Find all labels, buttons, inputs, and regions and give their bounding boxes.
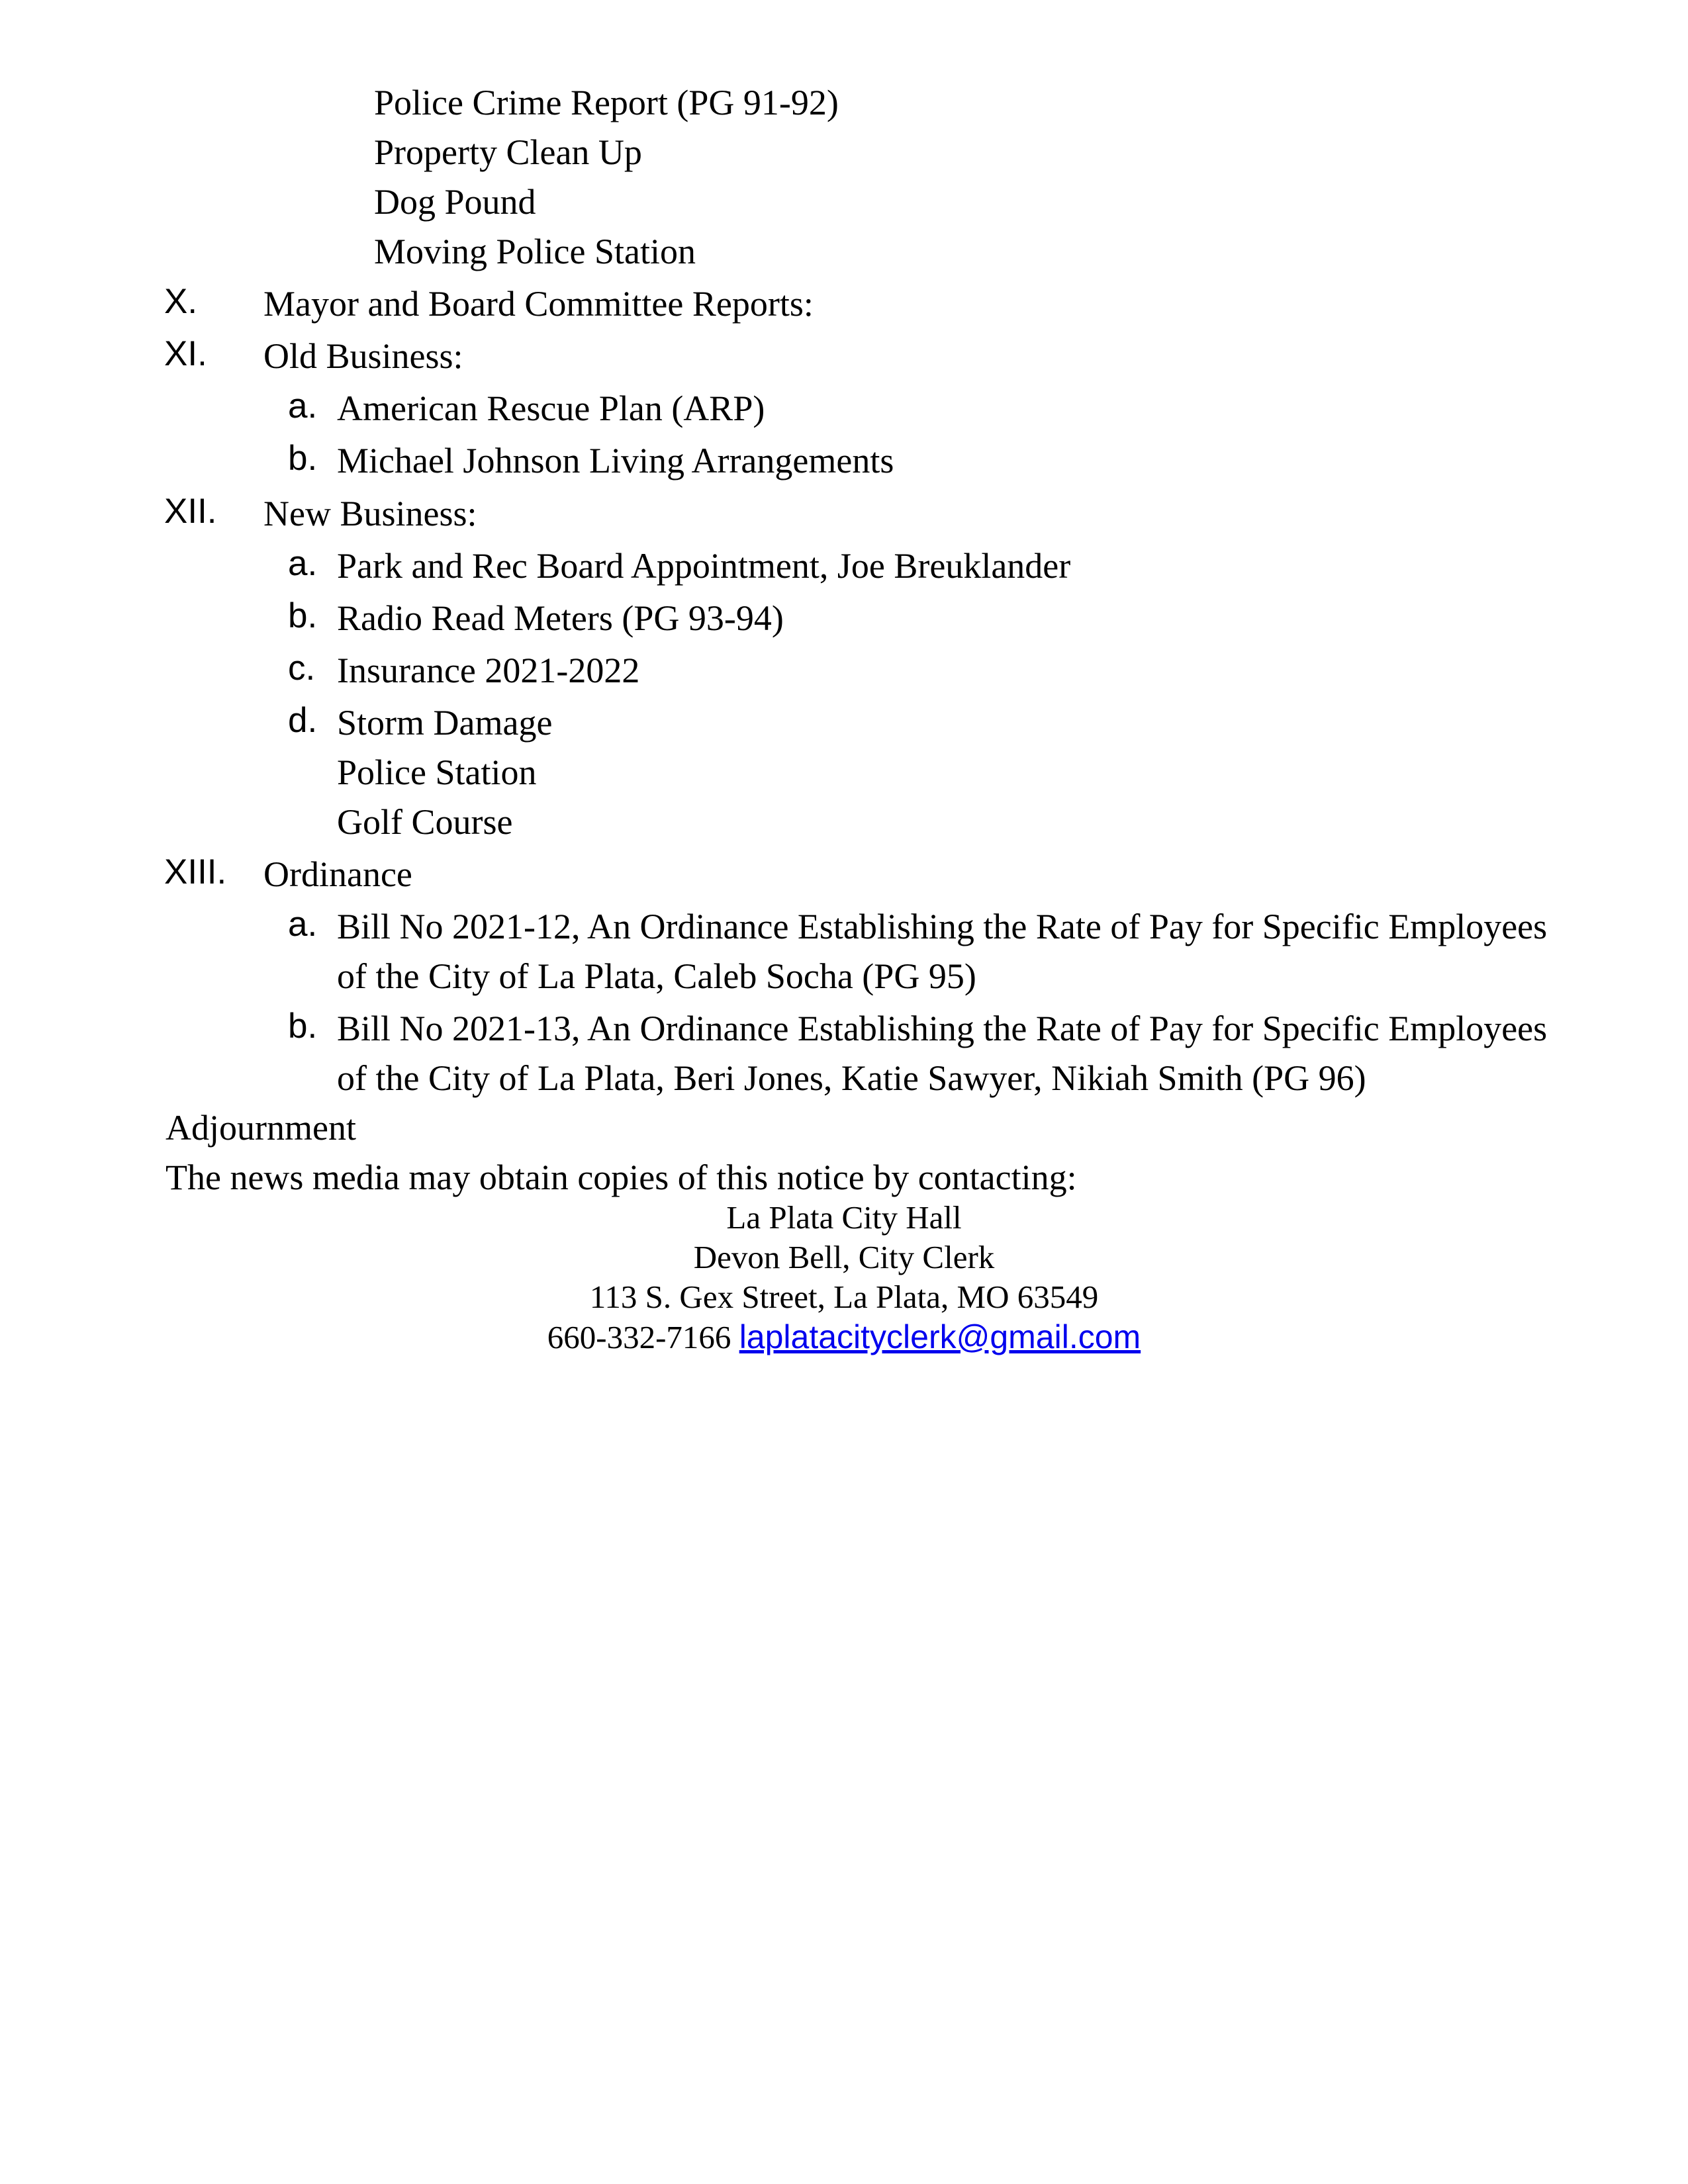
- storm-damage-subitem-golf-course: Golf Course: [337, 802, 513, 842]
- ordinance-item-b-letter: b.: [288, 1007, 318, 1046]
- ordinance-item-b-cont: of the City of La Plata, Beri Jones, Katie Sawyer, Nikiah Smith (PG 96): [337, 1058, 1366, 1098]
- section-xii-numeral: XII.: [164, 492, 217, 531]
- new-business-item-b: Radio Read Meters (PG 93-94): [337, 598, 784, 638]
- ordinance-item-b: Bill No 2021-13, An Ordinance Establishing the Rate of Pay for Specific Employees: [337, 1009, 1548, 1048]
- contact-phone-email-line: [0, 1320, 1688, 1353]
- old-business-item-b-letter: b.: [288, 439, 318, 478]
- contact-clerk: Devon Bell, City Clerk: [693, 1239, 995, 1275]
- new-business-item-c-letter: c.: [288, 649, 316, 688]
- new-business-item-d-letter: d.: [288, 701, 318, 740]
- adjournment: Adjournment: [165, 1108, 356, 1148]
- contact-email-link[interactable]: laplatacityclerk@gmail.com: [739, 1318, 1141, 1355]
- new-business-item-d: Storm Damage: [337, 703, 553, 743]
- section-xi-heading: Old Business:: [263, 336, 463, 376]
- old-business-item-a: American Rescue Plan (ARP): [337, 388, 765, 428]
- section-xi-numeral: XI.: [164, 334, 207, 373]
- section-x-numeral: X.: [164, 282, 198, 321]
- ordinance-item-a: Bill No 2021-12, An Ordinance Establishing the Rate of Pay for Specific Employees: [337, 907, 1548, 946]
- contact-address: 113 S. Gex Street, La Plata, MO 63549: [589, 1279, 1099, 1315]
- ordinance-item-a-cont: of the City of La Plata, Caleb Socha (PG 95): [337, 956, 976, 996]
- old-business-item-a-letter: a.: [288, 387, 318, 426]
- police-subitem-crime-report: Police Crime Report (PG 91-92): [374, 83, 839, 122]
- section-xiii-numeral: XIII.: [164, 852, 227, 891]
- contact-phone: 660-332-7166: [547, 1319, 731, 1355]
- new-business-item-c: Insurance 2021-2022: [337, 651, 640, 690]
- section-x-heading: Mayor and Board Committee Reports:: [263, 284, 814, 324]
- police-subitem-dog-pound: Dog Pound: [374, 182, 536, 222]
- ordinance-item-a-letter: a.: [288, 905, 318, 944]
- section-xiii-heading: Ordinance: [263, 854, 412, 894]
- old-business-item-b: Michael Johnson Living Arrangements: [337, 441, 894, 480]
- new-business-item-b-letter: b.: [288, 596, 318, 635]
- storm-damage-subitem-police-station: Police Station: [337, 752, 537, 792]
- contact-office: La Plata City Hall: [726, 1199, 962, 1236]
- police-subitem-moving-station: Moving Police Station: [374, 232, 696, 271]
- new-business-item-a: Park and Rec Board Appointment, Joe Breuklander: [337, 546, 1071, 586]
- section-xii-heading: New Business:: [263, 494, 477, 533]
- media-notice: The news media may obtain copies of this notice by contacting:: [165, 1158, 1077, 1197]
- police-subitem-property-clean-up: Property Clean Up: [374, 132, 642, 172]
- new-business-item-a-letter: a.: [288, 544, 318, 583]
